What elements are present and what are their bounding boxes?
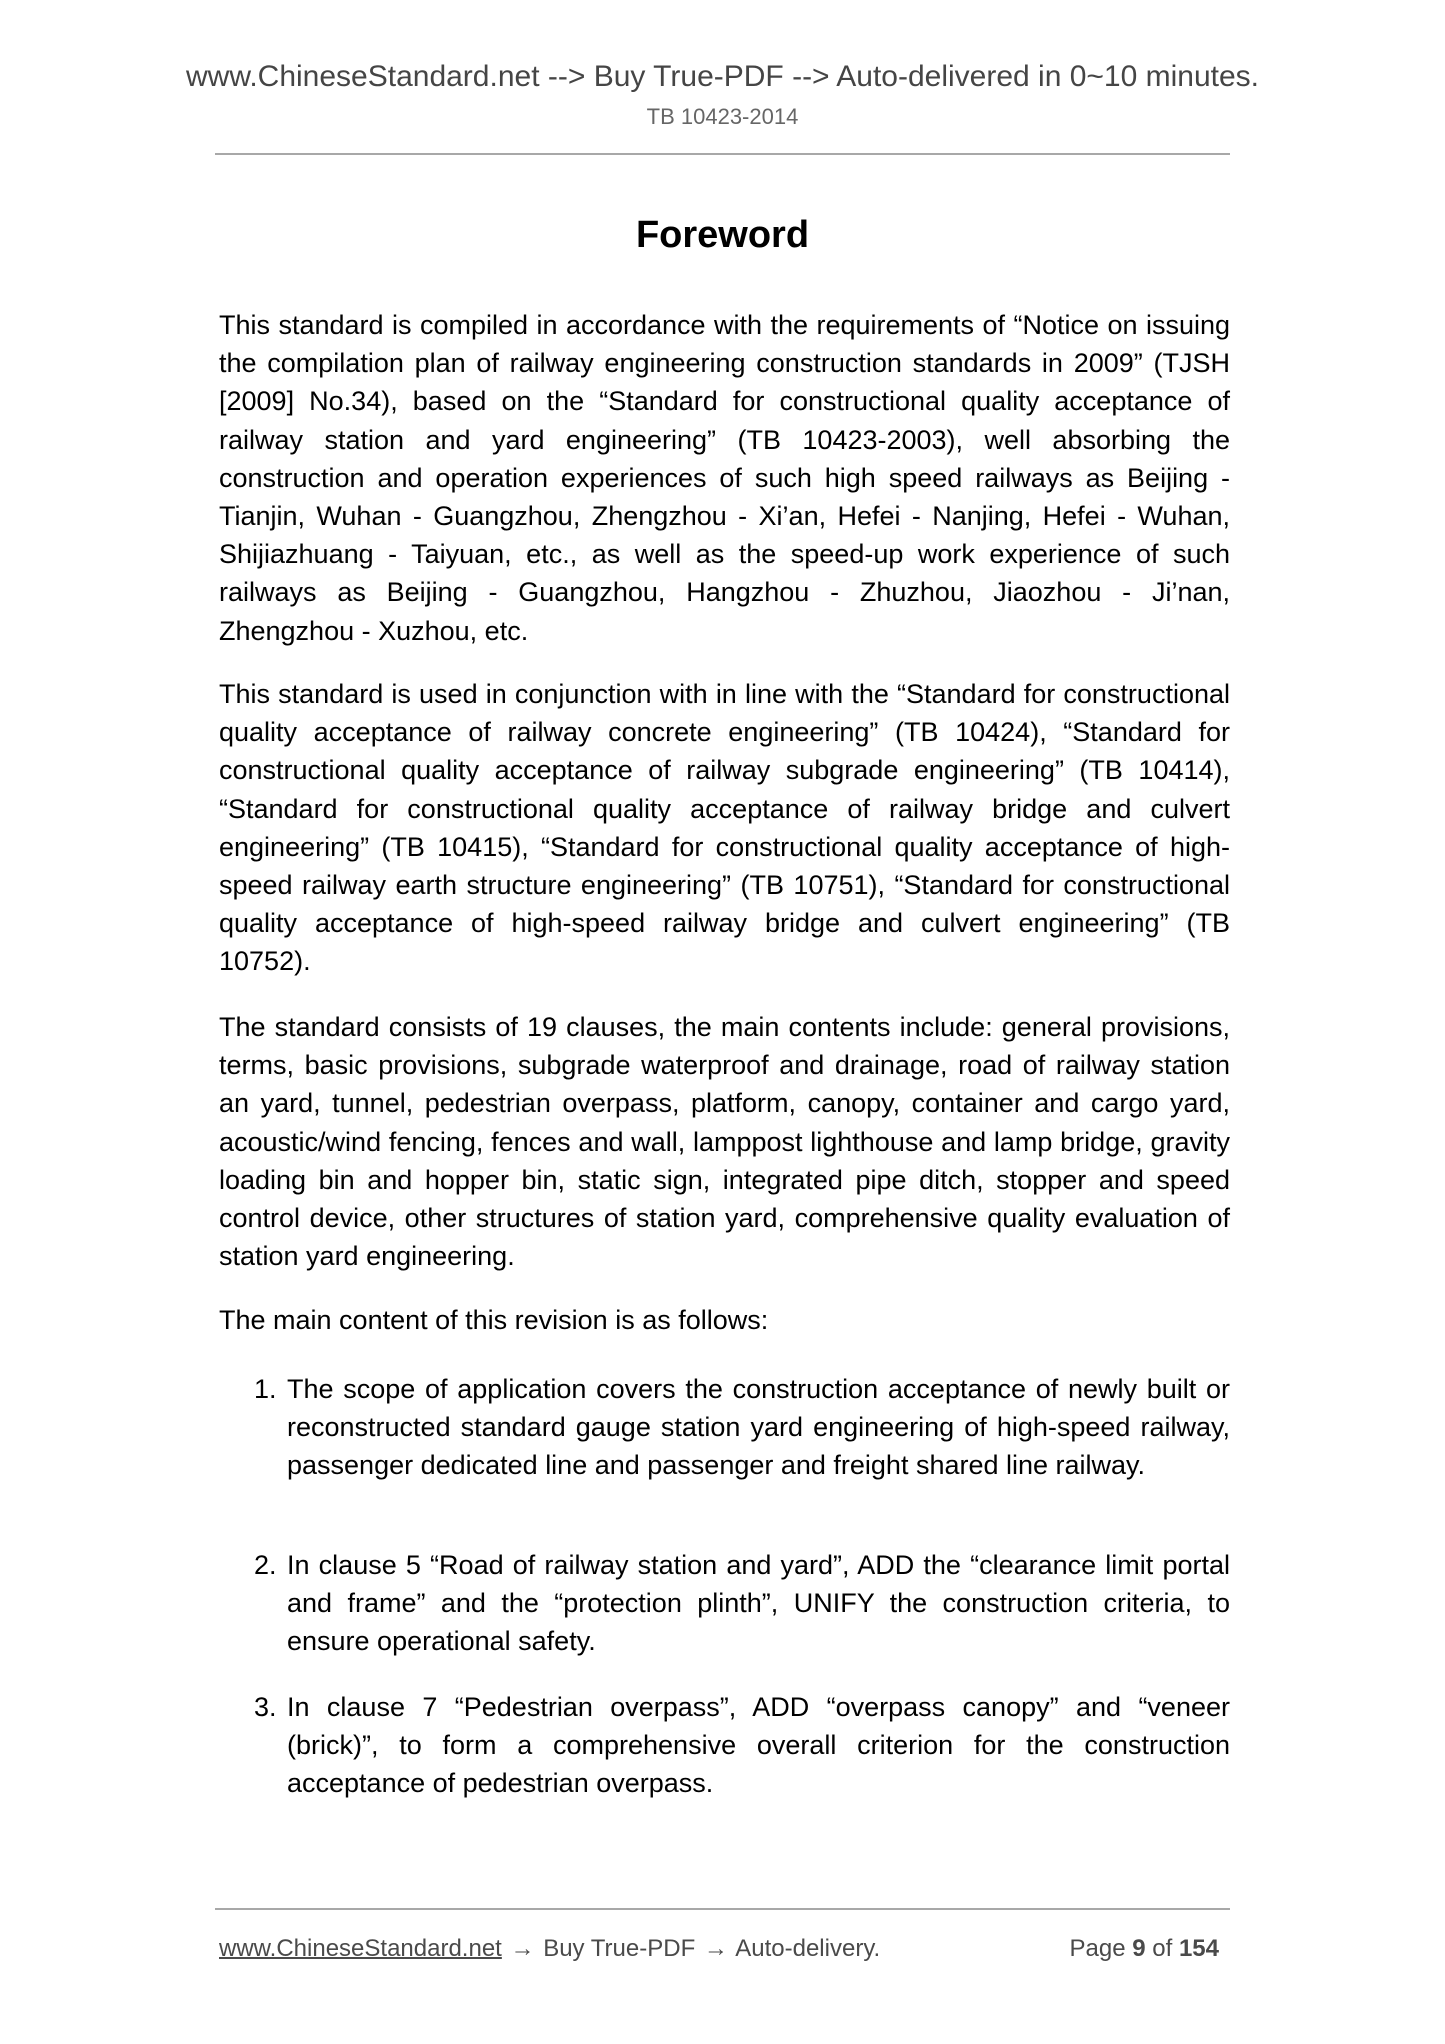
document-code: TB 10423-2014 (646, 104, 799, 129)
page-title: Foreword (635, 214, 810, 256)
header-divider (215, 153, 1230, 155)
page-label: Page (1069, 1935, 1126, 1962)
footer-site-link[interactable]: www.ChineseStandard.net (219, 1935, 502, 1962)
paragraph-contents-summary: The standard consists of 19 clauses, the main contents include: general provisions, terms, basic provisions, subgrade waterproof and drainage, road of railway station an yard, tunnel, pedestrian overpass, platform, canopy, container and cargo yard, acoustic/wind fencing, fences and wall, lamppost lighthouse and lamp bridge, gravity loading bin and hopper bin, static sign, integrated pipe ditch, stopper and speed control device, other structures of station yard, comprehensive quality evaluation of station yard engineering. (219, 1012, 1230, 1272)
header-banner: www.ChineseStandard.net --> Buy True-PDF --> Auto-delivered in 0~10 minutes. (185, 60, 1260, 93)
revision-item-number: 1. (254, 1374, 277, 1404)
paragraph-revision-intro: The main content of this revision is as follows: (219, 1305, 769, 1335)
page-total: 154 (1178, 1935, 1219, 1962)
revision-item-number: 3. (254, 1692, 277, 1722)
footer-buy-text: Buy True-PDF (543, 1935, 696, 1962)
revision-item-text: The scope of application covers the construction acceptance of newly built or reconstructed standard gauge station yard engineering of high-speed railway, passenger dedicated line and passenger and freight shared line railway. (287, 1374, 1230, 1481)
footer-delivery-text: Auto-delivery. (735, 1935, 881, 1962)
revision-item (254, 1688, 1230, 1803)
page-of-label: of (1152, 1935, 1173, 1962)
arrow-right-icon: → (703, 1935, 728, 1962)
arrow-right-icon: → (510, 1935, 535, 1962)
paragraph-compilation-basis: This standard is compiled in accordance with the requirements of “Notice on issuing the compilation plan of railway engineering construction standards in 2009” (TJSH [2009] No.34), based on the “Standard for constructional quality acceptance of railway station and yard engineering” (TB 10423-2003), well absorbing the construction and operation experiences of such high speed railways as Beijing - Tianjin, Wuhan - Guangzhou, Zhengzhou - Xi’an, Hefei - Nanjing, Hefei - Wuhan, Shijiazhuang - Taiyuan, etc., as well as the speed-up work experience of such railways as Beijing - Guangzhou, Hangzhou - Zhuzhou, Jiaozhou - Ji’nan, Zhengzhou - Xuzhou, etc. (219, 310, 1230, 646)
page-footer (219, 1933, 1219, 1965)
revision-item (254, 1370, 1230, 1485)
revision-item-number: 2. (254, 1550, 277, 1580)
revision-item-text: In clause 7 “Pedestrian overpass”, ADD “overpass canopy” and “veneer (brick)”, to form a comprehensive overall criterion for the construction acceptance of pedestrian overpass. (287, 1692, 1230, 1799)
paragraph-related-standards: This standard is used in conjunction with in line with the “Standard for constructional quality acceptance of railway concrete engineering” (TB 10424), “Standard for constructional quality acceptance of railway subgrade engineering” (TB 10414), “Standard for constructional quality acceptance of railway bridge and culvert engineering” (TB 10415), “Standard for constructional quality acceptance of high-speed railway earth structure engineering” (TB 10751), “Standard for constructional quality acceptance of high-speed railway bridge and culvert engineering” (TB 10752). (219, 679, 1230, 977)
page-indicator (1070, 1933, 1220, 1965)
page-current: 9 (1132, 1935, 1146, 1962)
footer-divider (215, 1908, 1230, 1910)
revision-item (254, 1546, 1230, 1661)
revision-item-text: In clause 5 “Road of railway station and yard”, ADD the “clearance limit portal and frame” and the “protection plinth”, UNIFY the construction criteria, to ensure operational safety. (287, 1550, 1230, 1657)
